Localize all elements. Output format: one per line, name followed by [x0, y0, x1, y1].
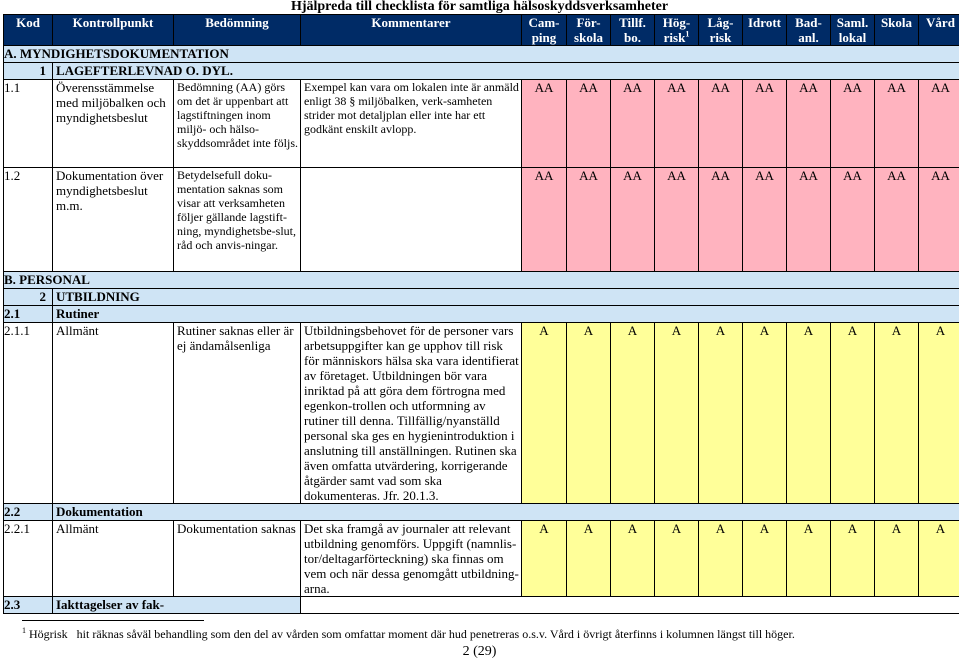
grade-1-2-skola: AA — [875, 168, 919, 272]
section-row-a — [4, 46, 959, 63]
grade-1-2-saml: AA — [831, 168, 875, 272]
grade-1-1-forskola: AA — [567, 80, 611, 168]
section-2-2-num: 2.2 — [4, 504, 53, 521]
header-row — [4, 15, 959, 46]
grade-2-2-1-skola: A — [875, 521, 919, 597]
grade-2-1-1-skola: A — [875, 323, 919, 504]
point-2-2-1: Allmänt — [53, 521, 174, 597]
section-b2-title: UTBILDNING — [53, 289, 959, 306]
grade-1-1-skola: AA — [875, 80, 919, 168]
grade-1-2-badanl: AA — [787, 168, 831, 272]
table-row-1-2 — [4, 168, 959, 272]
table-row-2-1-1 — [4, 323, 959, 504]
comment-2-1-1: Utbildningsbehovet för de personer vars arbetsuppgifter kan ge upphov till risk för människors hälsa ska vara identifierat av företaget. Utbildningen bör vara inriktad på att göra dem förtrogna med egenkon-trollen och utformning av rutiner till denna. Tillfällig/nyanställd personal ska ges en hygienintroduktion i anslutning till anställningen. Rutinen ska även omfatta utvärdering, korrigerande åtgärder samt vad som ska dokumenteras. Jfr. 20.1.3. — [301, 323, 522, 504]
section-2-1-title: Rutiner — [53, 306, 959, 323]
header-idrott: Idrott — [743, 15, 787, 46]
section-a-title: A. MYNDIGHETSDOKUMENTATION — [4, 46, 959, 63]
grade-2-1-1-forskola: A — [567, 323, 611, 504]
section-2-3-empty — [301, 597, 959, 614]
section-row-b2 — [4, 289, 959, 306]
section-a1-title: LAGEFTERLEVNAD O. DYL. — [53, 63, 959, 80]
assessment-2-1-1: Rutiner saknas eller är ej ändamålsenliga — [174, 323, 301, 504]
header-vard: Vård — [919, 15, 959, 46]
grade-1-2-camping: AA — [522, 168, 567, 272]
header-forskola: För-skola — [567, 15, 611, 46]
header-saml: Saml. lokal — [831, 15, 875, 46]
footnote-divider — [22, 620, 204, 621]
checklist-table — [3, 14, 959, 614]
assessment-1-1: Bedömning (AA) görs om det är uppenbart att lagstiftningen inom miljö- och hälso-skyddsområdet inte följs. — [174, 80, 301, 168]
assessment-1-2: Betydelsefull doku-mentation saknas som visar att verksamheten följer gällande lagstift-ning, myndighetsbe-slut, råd och anvis-ningar. — [174, 168, 301, 272]
footnote — [22, 627, 795, 642]
section-row-2-1 — [4, 306, 959, 323]
grade-1-1-badanl: AA — [787, 80, 831, 168]
comment-2-2-1: Det ska framgå av journaler att relevant utbildning genomförs. Uppgift (namnlis-tor/deltagarförteckning) ska finnas om vem och när dessa genomgått utbildning-arna. — [301, 521, 522, 597]
grade-1-2-idrott: AA — [743, 168, 787, 272]
grade-1-2-tillf: AA — [611, 168, 655, 272]
section-2-1-num: 2.1 — [4, 306, 53, 323]
comment-1-2 — [301, 168, 522, 272]
point-1-2: Dokumentation över myndighetsbeslut m.m. — [53, 168, 174, 272]
grade-2-1-1-idrott: A — [743, 323, 787, 504]
header-skola: Skola — [875, 15, 919, 46]
grade-2-1-1-hogrisk: A — [655, 323, 699, 504]
grade-1-1-hogrisk: AA — [655, 80, 699, 168]
grade-2-2-1-camping: A — [522, 521, 567, 597]
section-a1-num: 1 — [4, 63, 53, 80]
grade-1-1-tillf: AA — [611, 80, 655, 168]
table-row-2-2-1 — [4, 521, 959, 597]
section-2-2-title: Dokumentation — [53, 504, 959, 521]
grade-2-1-1-camping: A — [522, 323, 567, 504]
section-b2-num: 2 — [4, 289, 53, 306]
header-lagrisk: Låg-risk — [699, 15, 743, 46]
table-row-1-1 — [4, 80, 959, 168]
section-2-3-title: Iakttagelser av fak- — [53, 597, 301, 614]
section-row-2-3 — [4, 597, 959, 614]
header-kontrollpunkt: Kontrollpunkt — [53, 15, 174, 46]
grade-1-2-lagrisk: AA — [699, 168, 743, 272]
code-2-2-1: 2.2.1 — [4, 521, 53, 597]
footnote-text: Högrisk hit räknas såväl behandling som den del av vården som omfattar moment där hud penetreras o.s.v. Vård i övrigt återfinns i kolumnen längst till höger. — [29, 627, 795, 641]
header-hogrisk: Hög-risk$^1$ — [655, 15, 699, 46]
header-badanl: Bad-anl. — [787, 15, 831, 46]
grade-2-1-1-badanl: A — [787, 323, 831, 504]
grade-2-1-1-saml: A — [831, 323, 875, 504]
grade-1-1-saml: AA — [831, 80, 875, 168]
grade-1-1-lagrisk: AA — [699, 80, 743, 168]
assessment-2-2-1: Dokumentation saknas — [174, 521, 301, 597]
header-bedomning: Bedömning — [174, 15, 301, 46]
header-kommentarer: Kommentarer — [301, 15, 522, 46]
section-row-2-2 — [4, 504, 959, 521]
point-1-1: Överensstämmelse med miljöbalken och myndighetsbeslut — [53, 80, 174, 168]
section-row-a1 — [4, 63, 959, 80]
grade-1-1-camping: AA — [522, 80, 567, 168]
section-b-title: B. PERSONAL — [4, 272, 959, 289]
header-tillf: Tillf. bo. — [611, 15, 655, 46]
comment-1-1: Exempel kan vara om lokalen inte är anmäld enligt 38 § miljöbalken, verk-samheten strider mot detaljplan eller inte har ett godkänt enskilt avlopp. — [301, 80, 522, 168]
grade-1-2-hogrisk: AA — [655, 168, 699, 272]
header-kod: Kod — [4, 15, 53, 46]
grade-1-1-vard: AA — [919, 80, 959, 168]
page-number: 2 (29) — [462, 644, 497, 659]
grade-1-2-forskola: AA — [567, 168, 611, 272]
grade-1-2-vard: AA — [919, 168, 959, 272]
grade-2-2-1-tillf: A — [611, 521, 655, 597]
grade-2-2-1-forskola: A — [567, 521, 611, 597]
code-1-2: 1.2 — [4, 168, 53, 272]
grade-2-1-1-tillf: A — [611, 323, 655, 504]
grade-2-2-1-lagrisk: A — [699, 521, 743, 597]
point-2-1-1: Allmänt — [53, 323, 174, 504]
grade-2-2-1-badanl: A — [787, 521, 831, 597]
grade-1-1-idrott: AA — [743, 80, 787, 168]
grade-2-1-1-lagrisk: A — [699, 323, 743, 504]
section-row-b — [4, 272, 959, 289]
section-2-3-num: 2.3 — [4, 597, 53, 614]
grade-2-2-1-saml: A — [831, 521, 875, 597]
grade-2-2-1-idrott: A — [743, 521, 787, 597]
grade-2-1-1-vard: A — [919, 323, 959, 504]
code-2-1-1: 2.1.1 — [4, 323, 53, 504]
grade-2-2-1-vard: A — [919, 521, 959, 597]
header-camping: Cam-ping — [522, 15, 567, 46]
footnote-number: 1 — [22, 626, 26, 635]
code-1-1: 1.1 — [4, 80, 53, 168]
grade-2-2-1-hogrisk: A — [655, 521, 699, 597]
document-title: Hjälpreda till checklista för samtliga hälsoskyddsverksamheter — [290, 0, 669, 14]
